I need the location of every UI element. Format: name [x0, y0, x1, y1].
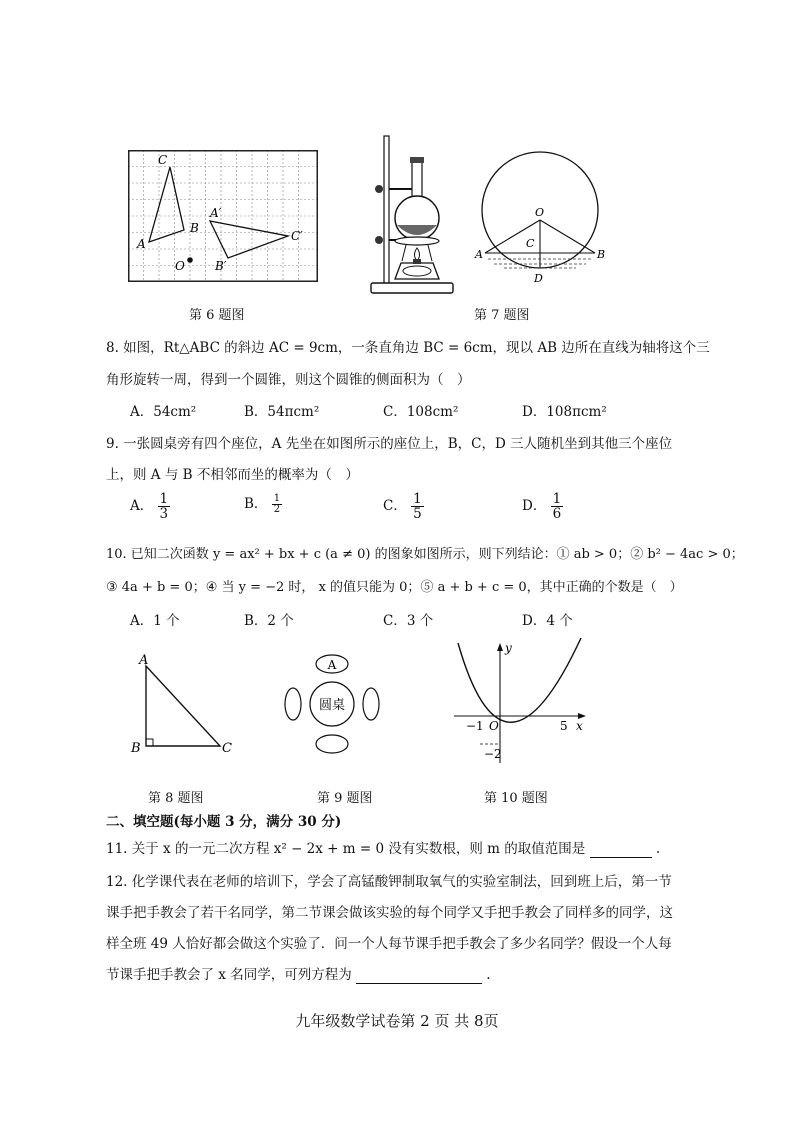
- right-angle-mark: [146, 739, 153, 746]
- fraction: $\frac{1}{6}$: [552, 491, 562, 523]
- question-12-line-1: 12. 化学课代表在老师的培训下，学会了高锰酸钾制取氧气的实验室制法，回到班上后，第一节: [106, 874, 672, 890]
- question-8-option-b[interactable]: B．54πcm²: [244, 404, 320, 420]
- question-8-option-c[interactable]: C．108cm²: [383, 404, 459, 420]
- question-8-line-1: 8. 如图，Rt△ABC 的斜边 AC = 9cm，一条直角边 BC = 6cm，现以 AB 边所在直线为轴将这个三: [106, 340, 710, 356]
- question-11-text: 11. 关于 x 的一元二次方程 x² − 2x + m = 0 没有实数根，则 m 的取值范围是: [106, 841, 586, 857]
- label-neg1: −1: [466, 719, 484, 733]
- label-c: C: [526, 237, 535, 250]
- figure-7-circle: [474, 140, 608, 290]
- figure-7-apparatus: [366, 133, 466, 298]
- triangle-abc: [146, 666, 220, 746]
- question-10-option-b[interactable]: B．2 个: [244, 613, 294, 629]
- option-letter: D．: [522, 498, 547, 515]
- question-11: [106, 837, 660, 858]
- label-b: B: [597, 248, 606, 261]
- label-o: O: [175, 259, 185, 273]
- question-10-option-a[interactable]: A．1 个: [130, 613, 180, 629]
- question-12-line-4: [106, 963, 491, 984]
- question-11-end: .: [655, 841, 661, 857]
- label-origin: O: [489, 719, 499, 733]
- seat-left: [285, 688, 301, 720]
- fraction: $\frac{1}{3}$: [159, 491, 169, 523]
- label-b-prime: B′: [215, 259, 227, 273]
- label-a-prime: A′: [210, 206, 222, 220]
- label-y: y: [505, 641, 512, 655]
- label-c: C: [222, 741, 232, 756]
- stand-base: [371, 283, 453, 293]
- fraction: $\frac{1}{2}$: [273, 492, 281, 515]
- label-c-prime: C′: [291, 229, 303, 243]
- table-label: 圆桌: [318, 698, 346, 713]
- question-10-option-c[interactable]: C．3 个: [383, 613, 434, 629]
- question-8-line-2: 角形旋转一周，得到一个圆锥，则这个圆锥的侧面积为（ ）: [106, 372, 471, 388]
- figure-9-round-table: [280, 650, 390, 765]
- fraction: $\frac{1}{5}$: [413, 491, 422, 523]
- label-b: B: [190, 221, 199, 235]
- option-letter: A．: [130, 498, 154, 515]
- triangle-abc-image: [210, 221, 288, 258]
- question-12-text: 节课手把手教会了 x 名同学，可列方程为: [106, 967, 352, 983]
- label-a: A: [137, 237, 146, 251]
- label-d: D: [534, 272, 543, 285]
- question-9-line-2: 上，则 A 与 B 不相邻而坐的概率为（ ）: [106, 467, 359, 483]
- seat-bottom: [316, 735, 348, 753]
- question-9-option-d[interactable]: [522, 492, 563, 521]
- seat-a-label: A: [327, 658, 337, 672]
- caption-fig9: 第 9 题图: [317, 791, 373, 806]
- label-x: x: [576, 719, 583, 733]
- question-9-option-c[interactable]: [383, 492, 424, 521]
- question-9-line-1: 9. 一张圆桌旁有四个座位，A 先坐在如图所示的座位上，B，C，D 三人随机坐到其他三个座位: [106, 436, 673, 452]
- caption-fig8: 第 8 题图: [148, 791, 204, 806]
- label-a: A: [139, 653, 149, 668]
- question-10-option-d[interactable]: D．4 个: [522, 613, 573, 629]
- question-12-end: .: [486, 967, 491, 983]
- figure-6-grid: [128, 150, 318, 282]
- figure-10-parabola: [444, 638, 594, 768]
- label-a: A: [475, 248, 483, 261]
- question-12-line-3: 样全班 49 人恰好都会做这个实验了．问一个人每节课手把手教会了多少名同学？假设一个人每: [106, 936, 672, 952]
- caption-fig6: 第 6 题图: [189, 308, 245, 323]
- page-footer: 九年级数学试卷第 2 页 共 8页: [295, 1012, 499, 1030]
- label-c: C: [158, 153, 168, 167]
- label-neg2: −2: [484, 747, 502, 761]
- parabola-curve: [458, 638, 581, 722]
- point-o: [187, 257, 193, 263]
- answer-blank-11[interactable]: [590, 841, 652, 858]
- option-letter: C．: [383, 498, 407, 515]
- question-8-option-d[interactable]: D．108πcm²: [522, 404, 607, 420]
- question-10-line-1: 10. 已知二次函数 y = ax² + bx + c (a ≠ 0) 的图象如图所示，则下列结论：① ab > 0；② b² − 4ac > 0；: [106, 547, 744, 562]
- option-letter: B．: [244, 496, 268, 512]
- question-9-option-b[interactable]: [244, 492, 282, 516]
- caption-fig7: 第 7 题图: [474, 308, 530, 323]
- label-b: B: [131, 741, 141, 756]
- figure-8-triangle: [128, 650, 243, 760]
- triangle-abc: [149, 167, 184, 242]
- seat-right: [363, 688, 379, 720]
- caption-fig10: 第 10 题图: [484, 791, 548, 806]
- question-9-option-a[interactable]: [130, 492, 170, 521]
- label-five: 5: [560, 719, 568, 733]
- question-8-option-a[interactable]: A．54cm²: [130, 404, 197, 420]
- question-12-line-2: 课手把手教会了若干名同学，第二节课会做该实验的每个同学又手把手教会了同样多的同学，这: [106, 905, 673, 921]
- label-o: O: [535, 206, 545, 219]
- answer-blank-12[interactable]: [356, 967, 482, 984]
- question-10-line-2: ③ 4a + b = 0；④ 当 y = −2 时， x 的值只能为 0；⑤ a + b + c = 0，其中正确的个数是（ ）: [106, 580, 683, 595]
- stand-rod: [384, 136, 389, 286]
- section-2-heading: 二、填空题(每小题 3 分，满分 30 分): [106, 814, 342, 830]
